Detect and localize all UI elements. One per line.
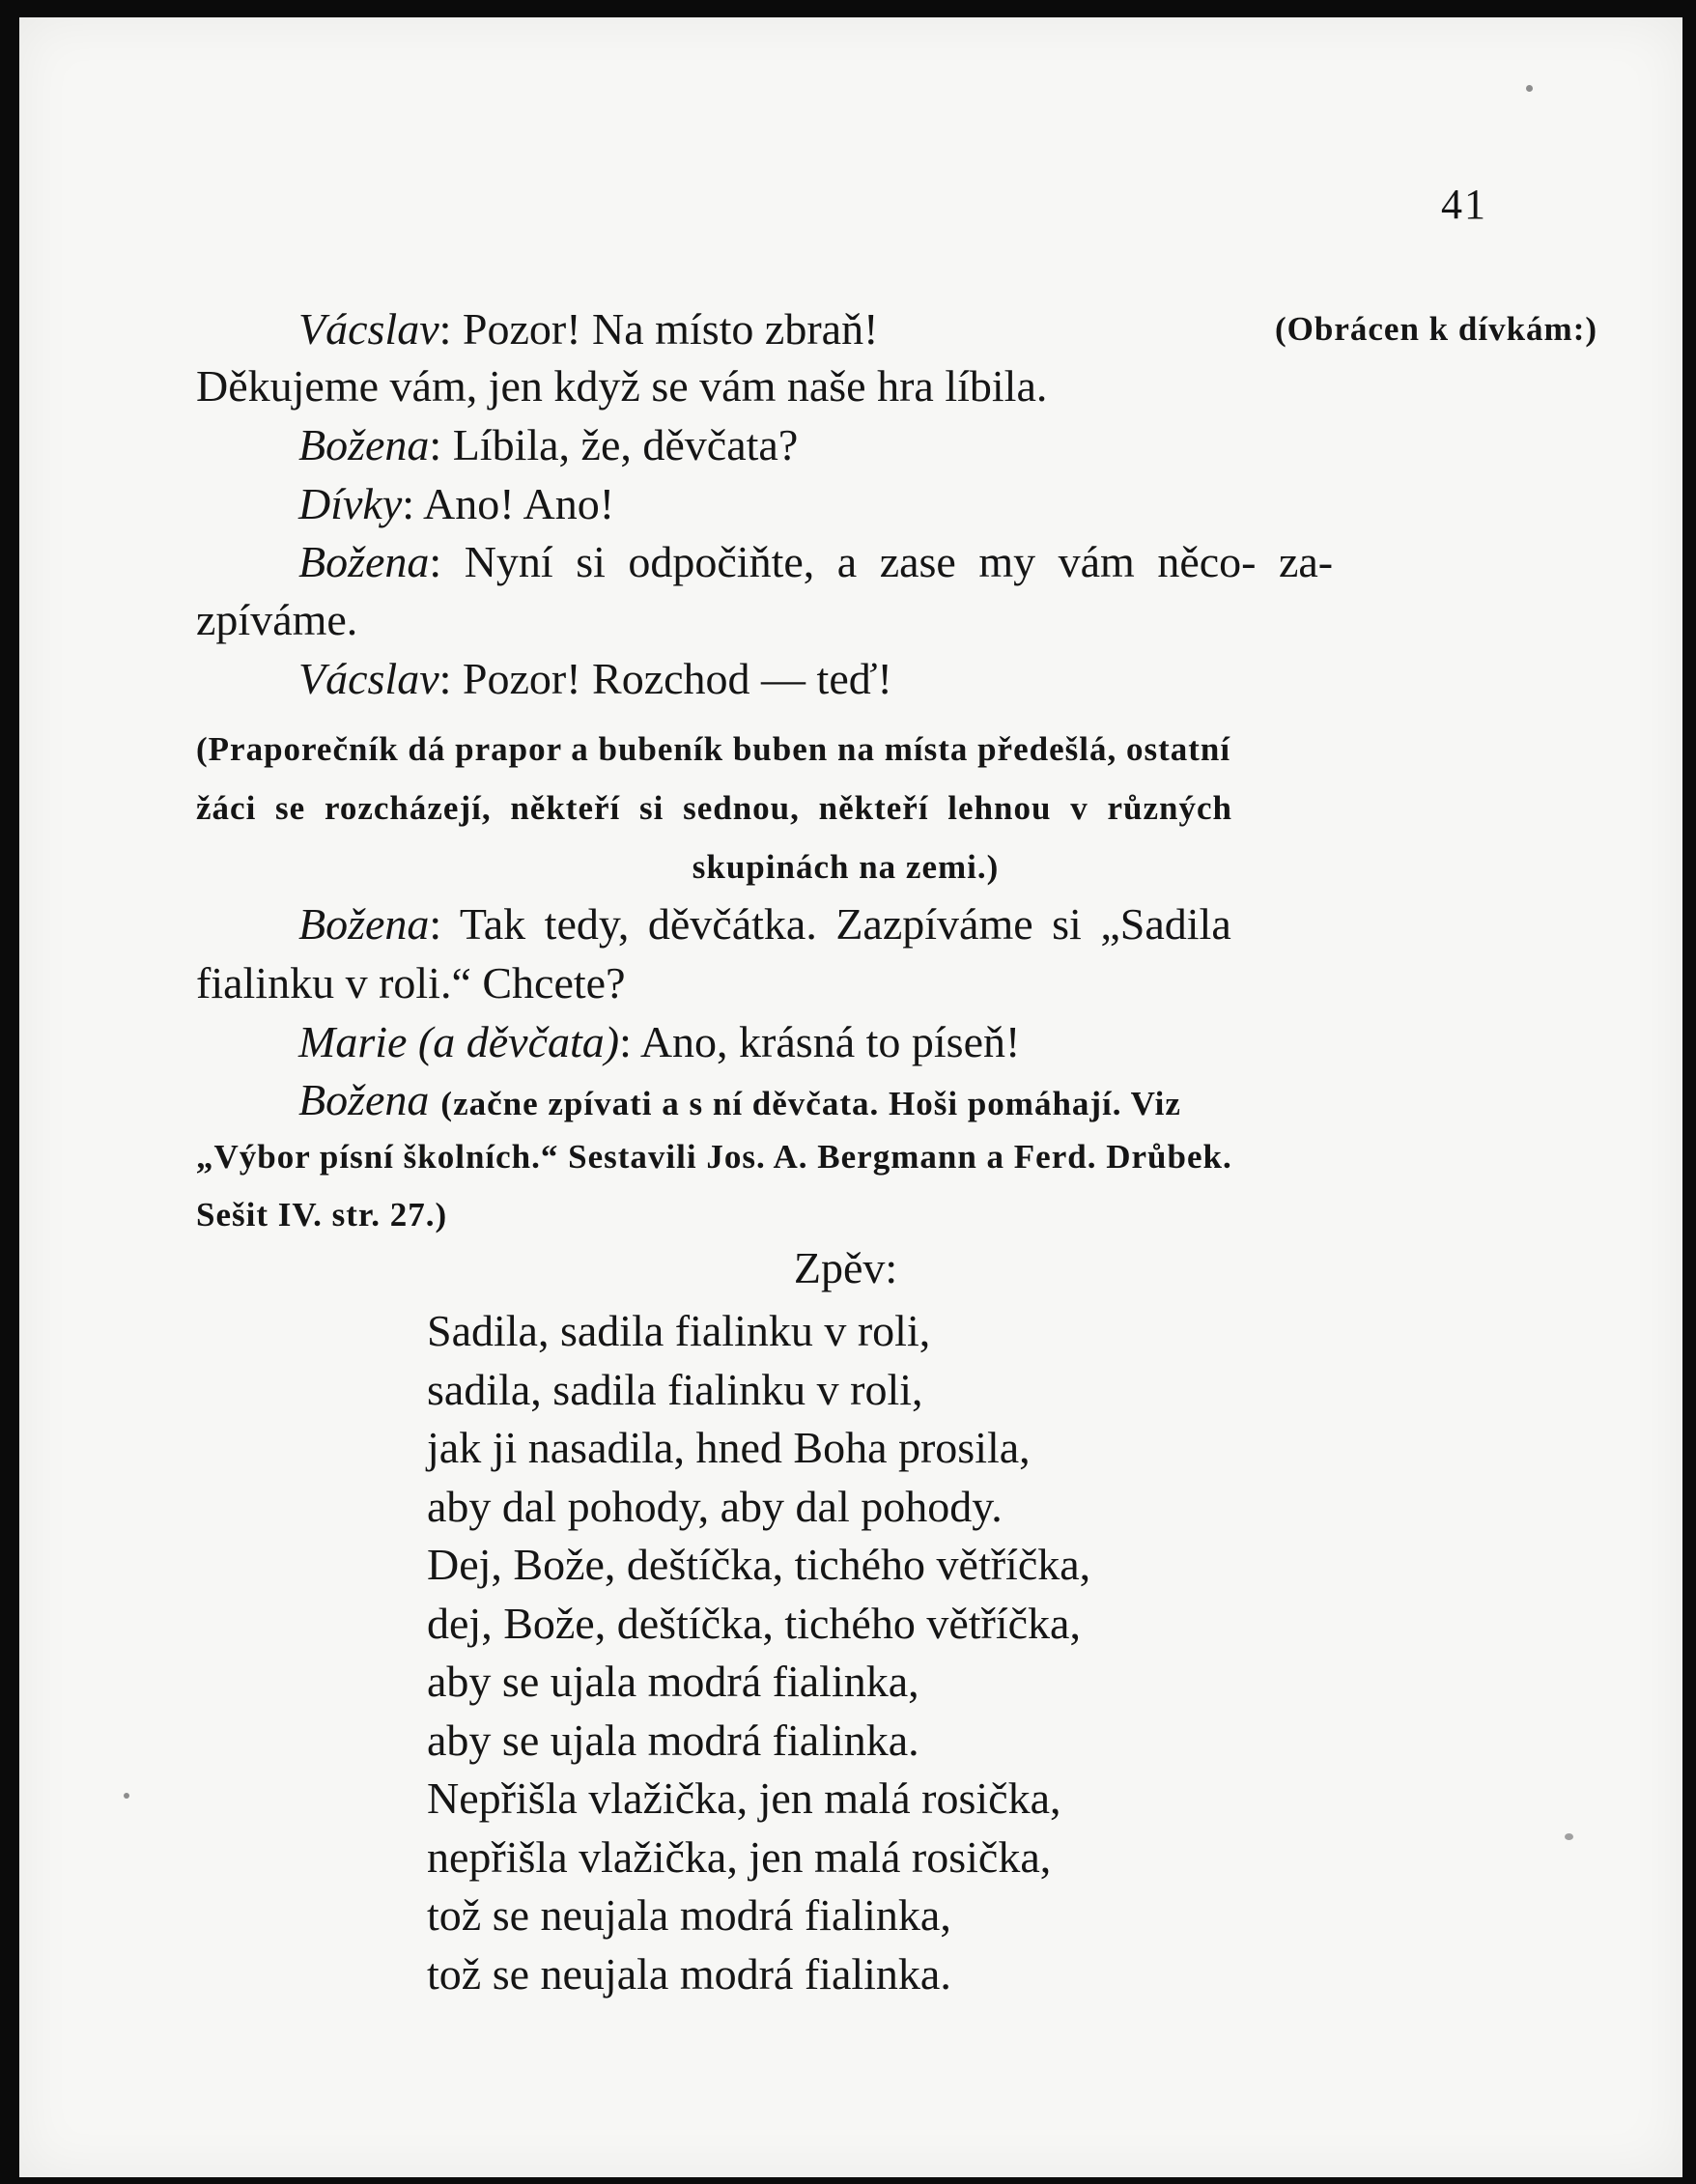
song-line-10: nepřišla vlažička, jen malá rosička, xyxy=(427,1831,1052,1882)
line-text: : Ano! Ano! xyxy=(402,479,615,528)
song-line-12: tož se neujala modrá fialinka. xyxy=(427,1948,951,1999)
line-text: : Líbila, že, děvčata? xyxy=(429,420,799,469)
line-1-main xyxy=(298,303,878,355)
page-number: 41 xyxy=(1441,181,1487,228)
song-line-8: aby se ujala modrá fialinka. xyxy=(427,1715,919,1765)
stage-direction-line-15 xyxy=(196,1130,1495,1184)
dialogue-line-5 xyxy=(196,536,1597,588)
scan-speck xyxy=(1565,1833,1573,1840)
line-text: : Pozor! Rozchod — teď! xyxy=(438,654,892,703)
speaker-name: Božena xyxy=(298,899,430,949)
speaker-name: Božena xyxy=(298,1075,430,1124)
speaker-name: Božena xyxy=(298,420,430,469)
speaker-name: Vácslav xyxy=(298,654,439,703)
dialogue-line-11 xyxy=(196,898,1597,950)
line-text: : Tak tedy, děvčátka. Zazpíváme si „Sadila xyxy=(429,899,1231,949)
song-lyrics xyxy=(427,1302,1090,2003)
stage-direction-line-8 xyxy=(196,723,1495,777)
line-text: : Nyní si odpočiňte, a zase my vám něco- za- xyxy=(429,537,1334,586)
dialogue-line-13 xyxy=(196,1016,1597,1068)
line-text: zpíváme. xyxy=(196,595,358,644)
line-text: Sešit IV. str. 27.) xyxy=(196,1196,448,1234)
line-text: : Pozor! Na místo zbraň! xyxy=(438,304,879,354)
dialogue-line-14 xyxy=(196,1074,1597,1131)
dialogue-line-6 xyxy=(196,594,1495,646)
speaker-name: Božena xyxy=(298,537,430,586)
song-line-7: aby se ujala modrá fialinka, xyxy=(427,1657,919,1706)
dialogue-line-3 xyxy=(196,419,1597,471)
stage-direction-line-16 xyxy=(196,1188,1495,1242)
scan-speck xyxy=(1526,85,1533,92)
song-line-4: aby dal pohody, aby dal pohody. xyxy=(427,1481,1003,1531)
dialogue-line-7 xyxy=(196,653,1597,705)
song-line-3: jak ji nasadila, hned Boha prosila, xyxy=(427,1423,1031,1472)
stage-direction-line-9 xyxy=(196,781,1495,836)
song-line-5: Dej, Bože, deštíčka, tichého větříčka, xyxy=(427,1540,1091,1589)
song-line-9: Nepřišla vlažička, jen malá rosička, xyxy=(427,1773,1061,1823)
line-text: fialinku v roli.“ Chcete? xyxy=(196,958,626,1007)
line-text: žáci se rozcházejí, někteří si sednou, někteří lehnou v různých xyxy=(196,789,1232,827)
dialogue-line-4 xyxy=(196,478,1597,530)
song-line-11: tož se neujala modrá fialinka, xyxy=(427,1890,951,1940)
speaker-name: Marie (a děvčata) xyxy=(298,1017,620,1066)
dialogue-line-1 xyxy=(196,303,1597,355)
stage-direction-line-10 xyxy=(196,840,1495,894)
stage-direction: (začne zpívati a s ní děvčata. Hoši pomáhají. Viz xyxy=(440,1085,1181,1122)
book-page xyxy=(19,17,1682,2177)
speaker-name: Vácslav xyxy=(298,304,439,354)
song-line-2: sadila, sadila fialinku v roli, xyxy=(427,1364,923,1414)
song-heading: Zpěv: xyxy=(793,1243,898,1292)
line-text: Děkujeme vám, jen když se vám naše hra líbila. xyxy=(196,361,1048,411)
scan-speck xyxy=(124,1793,129,1799)
speaker-name: Dívky xyxy=(298,479,403,528)
line-text: (Praporečník dá prapor a bubeník buben na místa předešlá, ostatní xyxy=(196,730,1231,768)
line-text: „Výbor písní školních.“ Sestavili Jos. A. Bergmann a Ferd. Drůbek. xyxy=(196,1138,1232,1176)
dialogue-line-12 xyxy=(196,957,1495,1009)
line-text: : Ano, krásná to píseň! xyxy=(619,1017,1021,1066)
song-line-1: Sadila, sadila fialinku v roli, xyxy=(427,1306,931,1355)
line-text: skupinách na zemi.) xyxy=(692,848,1000,886)
dialogue-line-2 xyxy=(196,360,1495,412)
song-line-6: dej, Bože, deštíčka, tichého větříčka, xyxy=(427,1598,1081,1648)
stage-direction: (Obrácen k dívkám:) xyxy=(1275,310,1597,348)
